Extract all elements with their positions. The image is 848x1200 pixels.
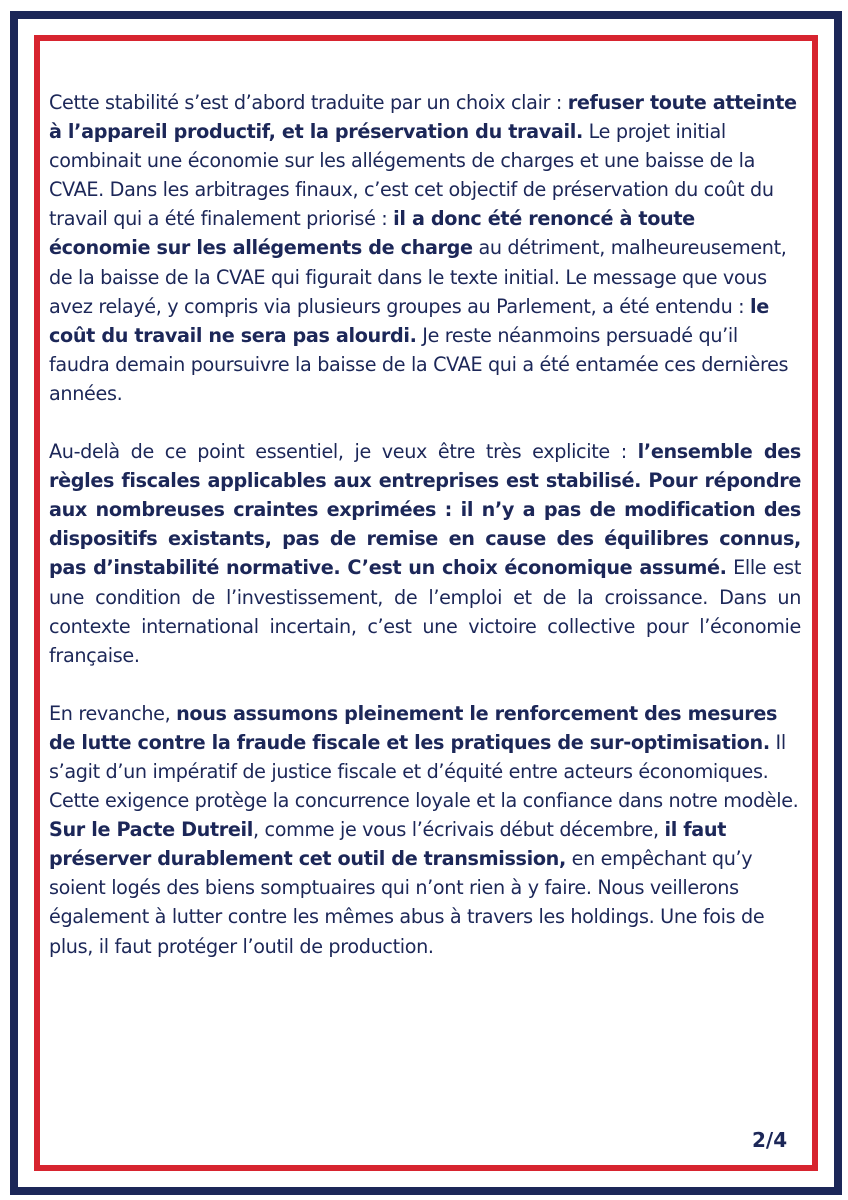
text-run: , comme je vous l’écrivais début décembre, bbox=[253, 818, 665, 842]
bold-run: il a donc été renoncé à toute économie sur les allégements de charge bbox=[49, 207, 695, 260]
page-number: 2/4 bbox=[752, 1128, 788, 1152]
text-run: au détriment, malheureusement, de la baisse de la CVAE qui figurait dans le texte initial. Le message que vous avez relayé, y compris via plusieurs groupes au Parlement, a été entendu : bbox=[49, 236, 787, 318]
text-run: Au-delà de ce point essentiel, je veux être très explicite : bbox=[49, 440, 638, 464]
paragraph-tax-rules bbox=[49, 437, 801, 670]
letter-body bbox=[49, 88, 801, 961]
text-run: Elle est une condition de l’investissement, de l’emploi et de la croissance. Dans un contexte international incertain, c’est une victoire collective pour l’économie française. bbox=[49, 556, 801, 667]
paragraph-stability bbox=[49, 88, 801, 408]
text-run: En revanche, bbox=[49, 701, 177, 725]
bold-run: le coût du travail ne sera pas alourdi. bbox=[49, 294, 769, 347]
bold-run: Sur le Pacte Dutreil bbox=[49, 818, 254, 842]
text-run: Je reste néanmoins persuadé qu’il faudra demain poursuivre la baisse de la CVAE qui a été entamée ces dernières années. bbox=[49, 323, 789, 405]
bold-run: refuser toute atteinte à l’appareil productif, et la préservation du travail. bbox=[49, 91, 797, 144]
text-run: en empêchant qu’y soient logés des biens somptuaires qui n’ont rien à y faire. Nous veillerons également à lutter contre les mêmes abus à travers les holdings. Une fois de plus, il faut protéger l’outil de production. bbox=[49, 847, 765, 958]
bold-run: nous assumons pleinement le renforcement des mesures de lutte contre la fraude fiscale et les pratiques de sur-optimisation. bbox=[49, 701, 778, 754]
text-run: Le projet initial combinait une économie sur les allégements de charges et une baisse de la CVAE. Dans les arbitrages finaux, c’est cet objectif de préservation du coût du travail qui a été finalement priorisé : bbox=[49, 120, 774, 231]
bold-run: il faut préserver durablement cet outil de transmission, bbox=[49, 818, 727, 871]
bold-run: l’ensemble des règles fiscales applicables aux entreprises est stabilisé. Pour répondre aux nombreuses craintes exprimées : il n’y a pas de modification des dispositifs existants, pas de remise en cause des équilibres connus, pas d’instabilité normative. C’est un choix économique assumé. bbox=[49, 440, 801, 580]
paragraph-fraud bbox=[49, 699, 801, 961]
text-run: Cette stabilité s’est d’abord traduite par un choix clair : bbox=[49, 91, 568, 114]
text-run: Il s’agit d’un impératif de justice fiscale et d’équité entre acteurs économiques. Cette exigence protège la concurrence loyale et la confiance dans notre modèle. bbox=[49, 730, 799, 813]
